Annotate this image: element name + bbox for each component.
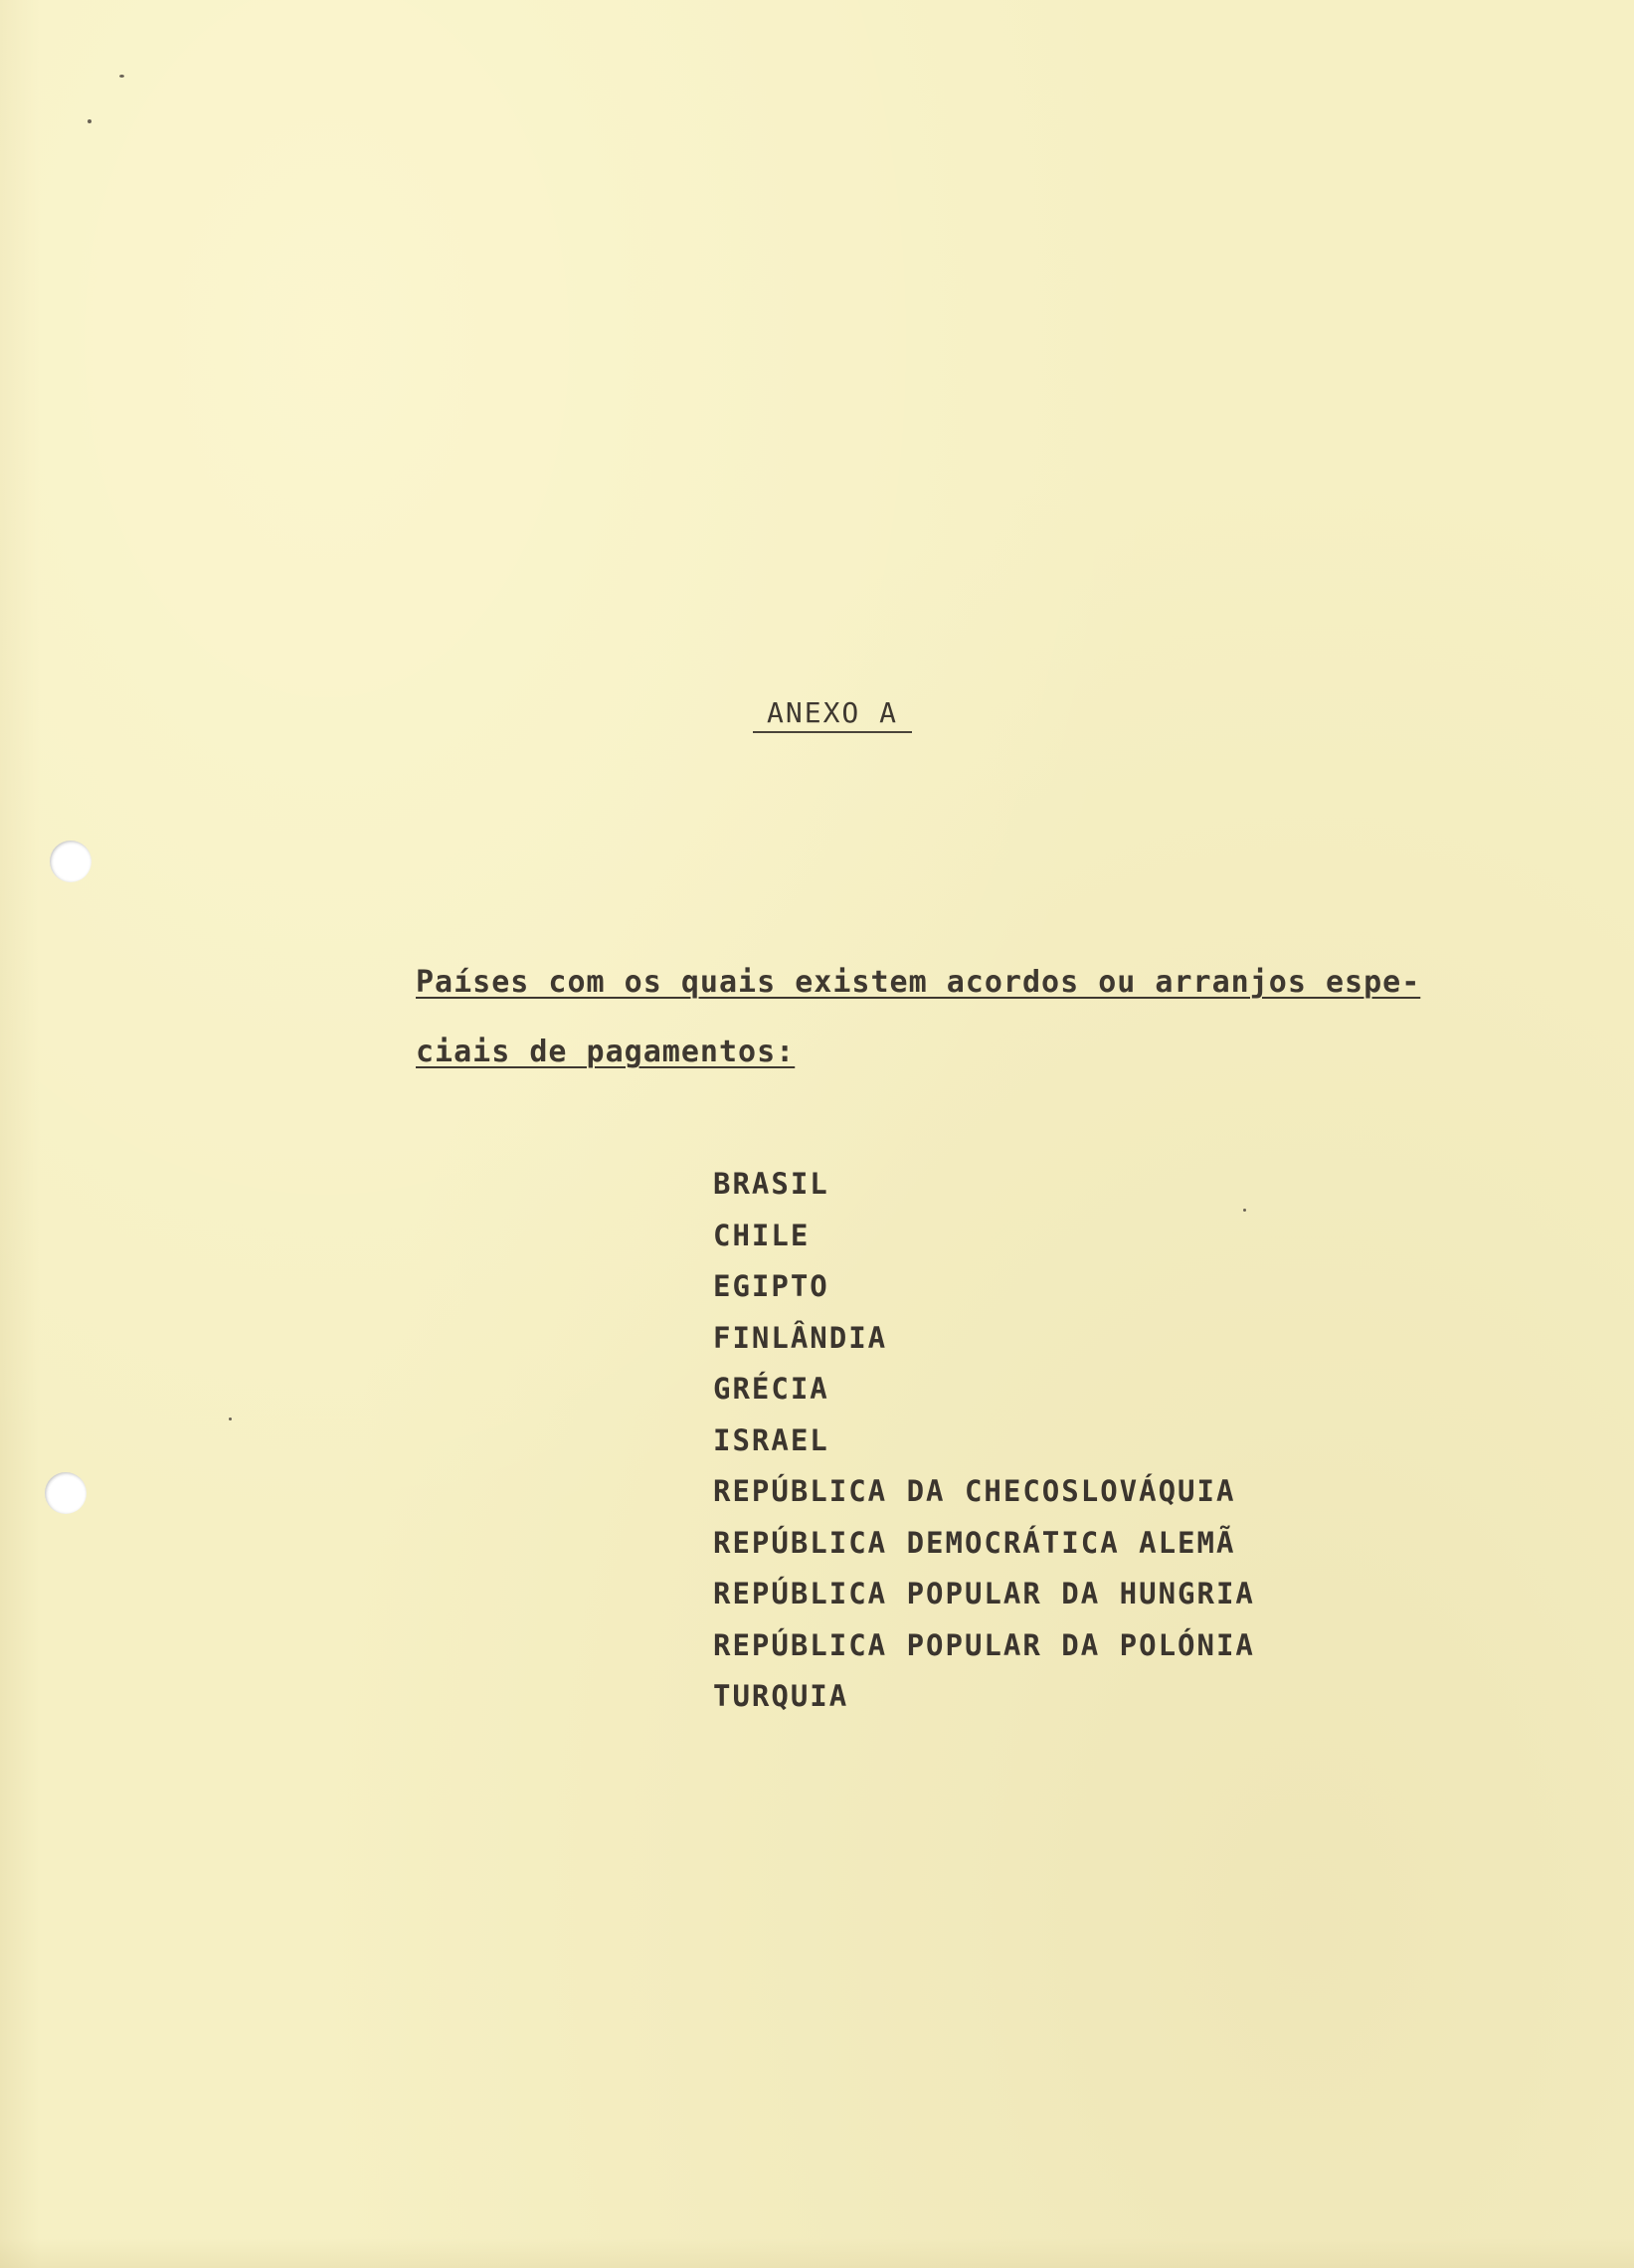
country-item: REPÚBLICA POPULAR DA POLÓNIA xyxy=(713,1627,1255,1662)
intro-text-line-2: ciais de pagamentos: xyxy=(416,1035,796,1069)
country-item: EGIPTO xyxy=(713,1269,829,1303)
country-item: FINLÂNDIA xyxy=(713,1320,888,1355)
country-item: REPÚBLICA POPULAR DA HUNGRIA xyxy=(713,1577,1255,1610)
country-item: TURQUIA xyxy=(713,1679,849,1713)
punch-hole xyxy=(45,1472,87,1514)
punch-hole xyxy=(50,841,91,882)
country-item: REPÚBLICA DEMOCRÁTICA ALEMÃ xyxy=(713,1525,1236,1560)
annex-heading: ANEXO A xyxy=(753,696,912,733)
country-list xyxy=(713,1159,1255,1723)
country-item: CHILE xyxy=(713,1218,811,1252)
country-item: GRÉCIA xyxy=(713,1372,829,1406)
country-item: REPÚBLICA DA CHECOSLOVÁQUIA xyxy=(713,1474,1236,1508)
paper-speck xyxy=(229,1418,232,1420)
intro-text-line-1: Países com os quais existem acordos ou arranjos espe- xyxy=(416,965,1421,1000)
paper-speck xyxy=(88,119,91,123)
paper-speck xyxy=(119,75,124,78)
country-item: BRASIL xyxy=(713,1167,829,1201)
country-item: ISRAEL xyxy=(713,1422,829,1457)
